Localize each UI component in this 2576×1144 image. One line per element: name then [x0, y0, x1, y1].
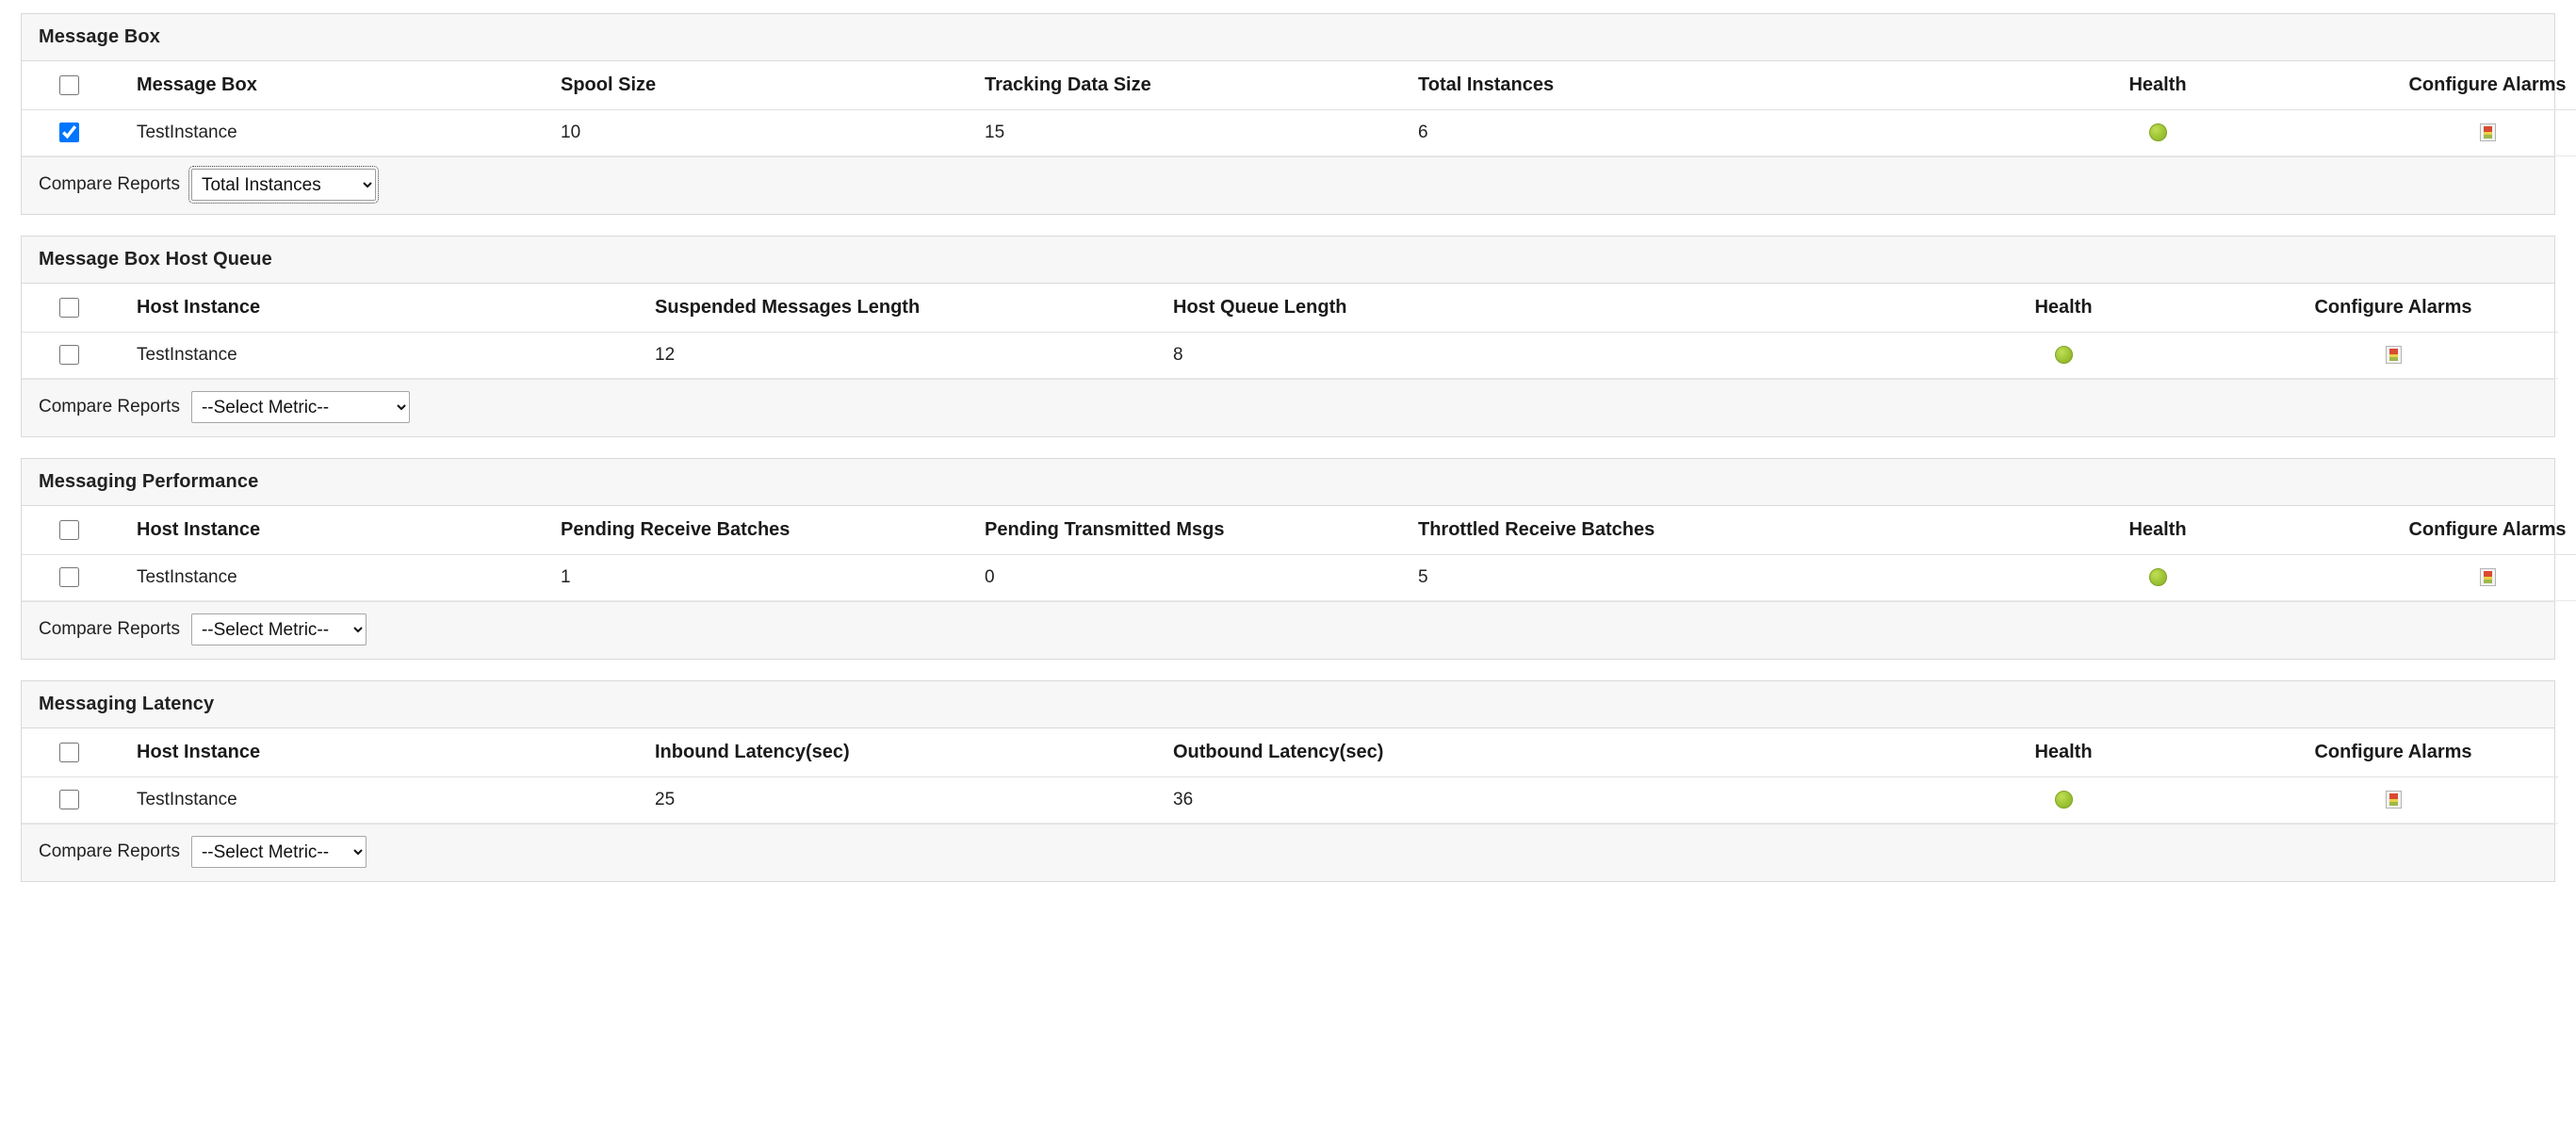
- column-header-configure-alarms: Configure Alarms: [2228, 728, 2558, 777]
- column-header-spool-size: Spool Size: [551, 61, 975, 110]
- column-header-host-instance: Host Instance: [127, 284, 645, 333]
- message-box-table: [22, 61, 2576, 156]
- cell-instance-name: TestInstance: [127, 777, 645, 824]
- column-header-inbound-latency: Inbound Latency(sec): [645, 728, 1164, 777]
- column-header-configure-alarms: Configure Alarms: [2228, 284, 2558, 333]
- table-row: [22, 777, 2558, 824]
- column-header-message-box: Message Box: [127, 61, 551, 110]
- compare-reports-select[interactable]: [191, 391, 410, 423]
- panel-messaging-latency: [21, 680, 2555, 882]
- cell-health: [1993, 110, 2323, 156]
- select-all-checkbox[interactable]: [59, 75, 79, 95]
- cell-throttled-receive-batches: 5: [1409, 555, 1993, 601]
- table-header-row: [22, 506, 2576, 555]
- cell-configure-alarms: [2323, 110, 2576, 156]
- panel-footer: [22, 601, 2554, 659]
- cell-spool-size: 10: [551, 110, 975, 156]
- compare-reports-select[interactable]: [191, 613, 367, 646]
- row-select-cell: [22, 777, 127, 824]
- configure-alarm-icon[interactable]: [2480, 568, 2496, 586]
- cell-configure-alarms: [2228, 777, 2558, 824]
- column-header-health: Health: [1899, 284, 2228, 333]
- column-header-outbound-latency: Outbound Latency(sec): [1164, 728, 1899, 777]
- column-header-suspended-messages-length: Suspended Messages Length: [645, 284, 1164, 333]
- column-header-pending-receive-batches: Pending Receive Batches: [551, 506, 975, 555]
- cell-instance-name: TestInstance: [127, 110, 551, 156]
- health-status-icon: [2055, 791, 2073, 809]
- compare-reports-label: Compare Reports: [39, 842, 180, 861]
- row-select-checkbox[interactable]: [59, 345, 79, 365]
- column-header-tracking-data-size: Tracking Data Size: [975, 61, 1409, 110]
- cell-configure-alarms: [2228, 333, 2558, 379]
- panel-message-box-host-queue: [21, 236, 2555, 437]
- cell-health: [1993, 555, 2323, 601]
- compare-reports-label: Compare Reports: [39, 397, 180, 417]
- table-header-row: [22, 284, 2558, 333]
- panel-message-box: [21, 13, 2567, 215]
- cell-health: [1899, 777, 2228, 824]
- column-header-configure-alarms: Configure Alarms: [2323, 61, 2576, 110]
- panel-footer: [22, 379, 2554, 436]
- cell-configure-alarms: [2323, 555, 2576, 601]
- table-header-row: [22, 61, 2576, 110]
- compare-reports-label: Compare Reports: [39, 174, 180, 194]
- cell-pending-transmitted-msgs: 0: [975, 555, 1409, 601]
- cell-instance-name: TestInstance: [127, 333, 645, 379]
- panel-footer: [22, 156, 2554, 214]
- cell-suspended-messages-length: 12: [645, 333, 1164, 379]
- column-header-host-queue-length: Host Queue Length: [1164, 284, 1899, 333]
- column-header-throttled-receive-batches: Throttled Receive Batches: [1409, 506, 1993, 555]
- configure-alarm-icon[interactable]: [2386, 346, 2402, 364]
- row-select-checkbox[interactable]: [59, 123, 79, 142]
- cell-total-instances: 6: [1409, 110, 1993, 156]
- health-status-icon: [2149, 123, 2167, 141]
- select-all-header: [22, 284, 127, 333]
- select-all-checkbox[interactable]: [59, 520, 79, 540]
- table-header-row: [22, 728, 2558, 777]
- cell-outbound-latency: 36: [1164, 777, 1899, 824]
- select-all-header: [22, 506, 127, 555]
- cell-inbound-latency: 25: [645, 777, 1164, 824]
- message-box-host-queue-table: [22, 284, 2558, 379]
- row-select-cell: [22, 110, 127, 156]
- row-select-checkbox[interactable]: [59, 567, 79, 587]
- compare-reports-label: Compare Reports: [39, 619, 180, 639]
- compare-reports-select[interactable]: [191, 169, 376, 201]
- column-header-total-instances: Total Instances: [1409, 61, 1993, 110]
- column-header-host-instance: Host Instance: [127, 728, 645, 777]
- row-select-cell: [22, 333, 127, 379]
- panel-title: Message Box: [22, 14, 2554, 61]
- panel-messaging-performance: [21, 458, 2567, 660]
- select-all-header: [22, 728, 127, 777]
- cell-host-queue-length: 8: [1164, 333, 1899, 379]
- row-select-cell: [22, 555, 127, 601]
- compare-reports-select[interactable]: [191, 836, 367, 868]
- panel-footer: [22, 824, 2554, 881]
- table-row: [22, 333, 2558, 379]
- column-header-pending-transmitted-msgs: Pending Transmitted Msgs: [975, 506, 1409, 555]
- table-row: [22, 555, 2576, 601]
- panel-title: Messaging Latency: [22, 681, 2554, 728]
- panel-title: Messaging Performance: [22, 459, 2554, 506]
- health-status-icon: [2149, 568, 2167, 586]
- cell-health: [1899, 333, 2228, 379]
- select-all-checkbox[interactable]: [59, 298, 79, 318]
- cell-instance-name: TestInstance: [127, 555, 551, 601]
- column-header-configure-alarms: Configure Alarms: [2323, 506, 2576, 555]
- column-header-health: Health: [1993, 506, 2323, 555]
- configure-alarm-icon[interactable]: [2480, 123, 2496, 141]
- select-all-header: [22, 61, 127, 110]
- column-header-health: Health: [1993, 61, 2323, 110]
- cell-pending-receive-batches: 1: [551, 555, 975, 601]
- health-status-icon: [2055, 346, 2073, 364]
- messaging-performance-table: [22, 506, 2576, 601]
- column-header-health: Health: [1899, 728, 2228, 777]
- panel-title: Message Box Host Queue: [22, 237, 2554, 284]
- cell-tracking-data-size: 15: [975, 110, 1409, 156]
- row-select-checkbox[interactable]: [59, 790, 79, 809]
- select-all-checkbox[interactable]: [59, 743, 79, 762]
- column-header-host-instance: Host Instance: [127, 506, 551, 555]
- messaging-latency-table: [22, 728, 2558, 824]
- table-row: [22, 110, 2576, 156]
- configure-alarm-icon[interactable]: [2386, 791, 2402, 809]
